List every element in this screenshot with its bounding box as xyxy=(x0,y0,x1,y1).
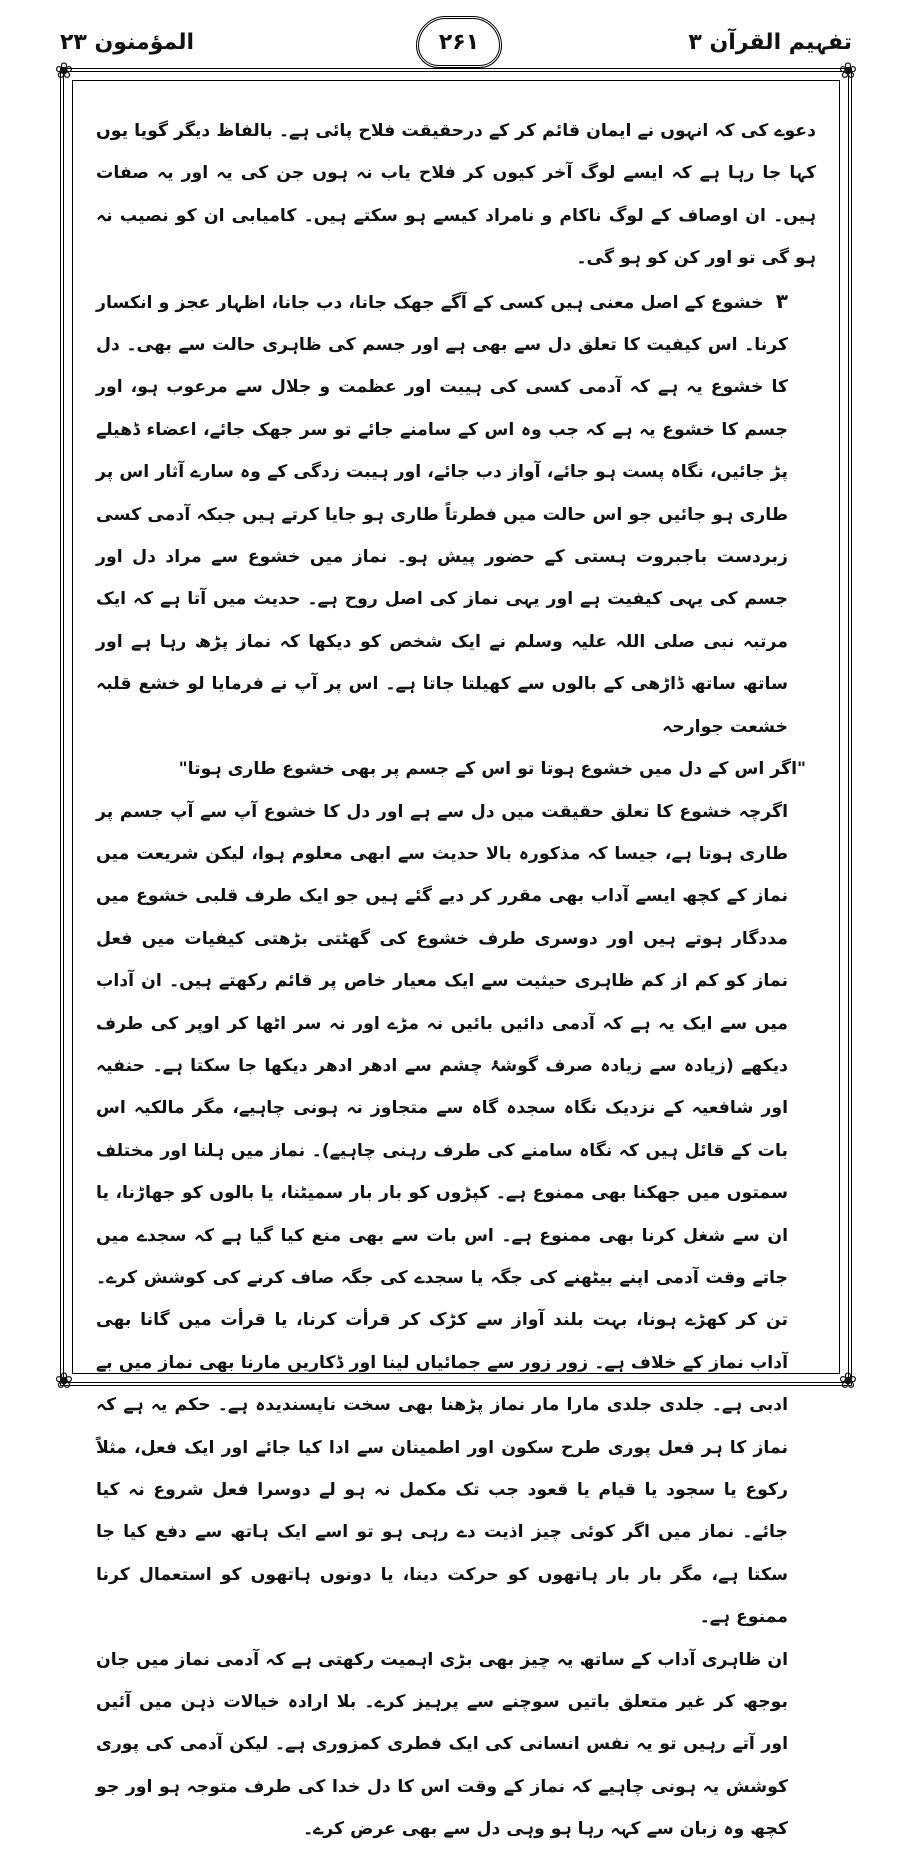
floral-corner-icon: ❀ xyxy=(838,59,858,84)
paragraph-4: ان ظاہری آداب کے ساتھ یہ چیز بھی بڑی اہمیت رکھتی ہے کہ آدمی نماز میں جان بوجھ کر غیر متعلق باتیں سوچنے سے پرہیز کرے۔ بلا ارادہ خیالات ذہن میں آئیں اور آتے رہیں تو یہ نفس انسانی کی ایک فطری کمزوری ہے۔ لیکن آدمی کی پوری کوشش یہ ہونی چاہیے کہ نماز کے وقت اس کا دل خدا کی طرف متوجہ ہو اور جو کچھ وہ زبان سے کہہ رہا ہو وہی دل سے بھی عرض کرے۔ xyxy=(96,1649,788,1840)
paragraph-2 xyxy=(96,280,816,748)
page-number: ۲۶۱ xyxy=(438,29,480,55)
paragraph-2-text: خشوع کے اصل معنی ہیں کسی کے آگے جھک جانا، دب جانا، اظہار عجز و انکسار کرنا۔ اس کیفیت کا تعلق دل سے بھی ہے اور جسم کی ظاہری حالت سے بھی۔ دل کا خشوع یہ ہے کہ آدمی کسی کی ہیبت اور عظمت و جلال سے مرعوب ہو، اور جسم کا خشوع یہ ہے کہ جب وہ اس کے سامنے جائے تو سر جھک جائے، اعضاء ڈھیلے پڑ جائیں، نگاہ پست ہو جائے، آواز دب جائے، اور ہیبت زدگی کے وہ سارے آثار اس پر طاری ہو جائیں جو اس حالت میں فطرتاً طاری ہو جایا کرتے ہیں جبکہ آدمی کسی زبردست باجبروت ہستی کے حضور پیش ہو۔ نماز میں خشوع سے مراد دل اور جسم کی یہی کیفیت ہے اور یہی نماز کی اصل روح ہے۔ حدیث میں آتا ہے کہ ایک مرتبہ نبی صلی اللہ علیہ وسلم نے ایک شخص کو دیکھا کہ نماز پڑھ رہا ہے اور ساتھ ساتھ ڈاڑھی کے بالوں سے کھیلتا جاتا ہے۔ اس پر آپ نے فرمایا لو خشع قلبہ خشعت جوارحہ xyxy=(96,292,788,737)
paragraph-3: اگرچہ خشوع کا تعلق حقیقت میں دل سے ہے اور دل کا خشوع آپ سے آپ جسم پر طاری ہوتا ہے، جیسا کہ مذکورہ بالا حدیث سے ابھی معلوم ہوا، لیکن شریعت میں نماز کے کچھ ایسے آداب بھی مقرر کر دیے گئے ہیں جو ایک طرف قلبی خشوع میں مددگار ہوتے ہیں اور دوسری طرف خشوع کی گھٹتی بڑھتی کیفیات میں فعل نماز کو کم از کم ظاہری حیثیت سے ایک معیار خاص پر قائم رکھتے ہیں۔ ان آداب میں سے ایک یہ ہے کہ آدمی دائیں بائیں نہ مڑے اور نہ سر اٹھا کر اوپر کی طرف دیکھے (زیادہ سے زیادہ صرف گوشۂ چشم سے ادھر ادھر دیکھا جا سکتا ہے۔ حنفیہ اور شافعیہ کے نزدیک نگاہ سجدہ گاہ سے متجاوز نہ ہونی چاہیے، مگر مالکیہ اس بات کے قائل ہیں کہ نگاہ سامنے کی طرف رہنی چاہیے)۔ نماز میں ہلنا اور مختلف سمتوں میں جھکنا بھی ممنوع ہے۔ کپڑوں کو بار بار سمیٹنا، یا بالوں کو جھاڑنا، یا ان سے شغل کرنا بھی ممنوع ہے۔ اس بات سے بھی منع کیا گیا ہے کہ سجدے میں جاتے وقت آدمی اپنے بیٹھنے کی جگہ یا سجدے کی جگہ صاف کرنے کی کوشش کرے۔ تن کر کھڑے ہونا، بہت بلند آواز سے کڑک کر قرأت کرنا، یا قرأت میں گانا بھی آداب نماز کے خلاف ہے۔ زور زور سے جمائیاں لینا اور ڈکاریں مارنا بھی نماز میں بے ادبی ہے۔ جلدی جلدی مارا مار نماز پڑھنا بھی سخت ناپسندیدہ ہے۔ حکم یہ ہے کہ نماز کا ہر فعل پوری طرح سکون اور اطمینان سے ادا کیا جائے اور ایک فعل، مثلاً رکوع یا سجود یا قیام یا قعود جب تک مکمل نہ ہو لے دوسرا فعل شروع نہ کیا جائے۔ نماز میں اگر کوئی چیز اذیت دے رہی ہو تو اسے ایک ہاتھ سے دفع کیا جا سکتا ہے، مگر بار بار ہاتھوں کو حرکت دینا، یا دونوں ہاتھوں کو استعمال کرنا ممنوع ہے۔ xyxy=(96,801,788,1628)
page-number-badge xyxy=(416,16,502,68)
floral-corner-icon: ❀ xyxy=(838,1369,858,1394)
page-body xyxy=(96,110,816,1851)
book-title: تفہیم القرآن ۳ xyxy=(688,30,852,55)
hadith-quote: "اگر اس کے دل میں خشوع ہوتا تو اس کے جسم پر بھی خشوع طاری ہوتا" xyxy=(178,759,806,780)
page-header xyxy=(60,16,852,66)
surah-reference: المؤمنون ۲۳ xyxy=(60,30,195,55)
footnote-marker: ۳ xyxy=(775,288,788,313)
paragraph-1: دعوے کی کہ انہوں نے ایمان قائم کر کے درحقیقت فلاح پائی ہے۔ بالفاظ دیگر گویا یوں کہا جا رہا ہے کہ ایسے لوگ آخر کیوں کر فلاح یاب نہ ہوں جن کی یہ اور یہ صفات ہیں۔ ان اوصاف کے لوگ ناکام و نامراد کیسے ہو سکتے ہیں۔ کامیابی ان کو نصیب نہ ہو گی تو اور کن کو ہو گی۔ xyxy=(96,121,816,269)
floral-corner-icon: ❀ xyxy=(54,59,74,84)
floral-corner-icon: ❀ xyxy=(54,1369,74,1394)
